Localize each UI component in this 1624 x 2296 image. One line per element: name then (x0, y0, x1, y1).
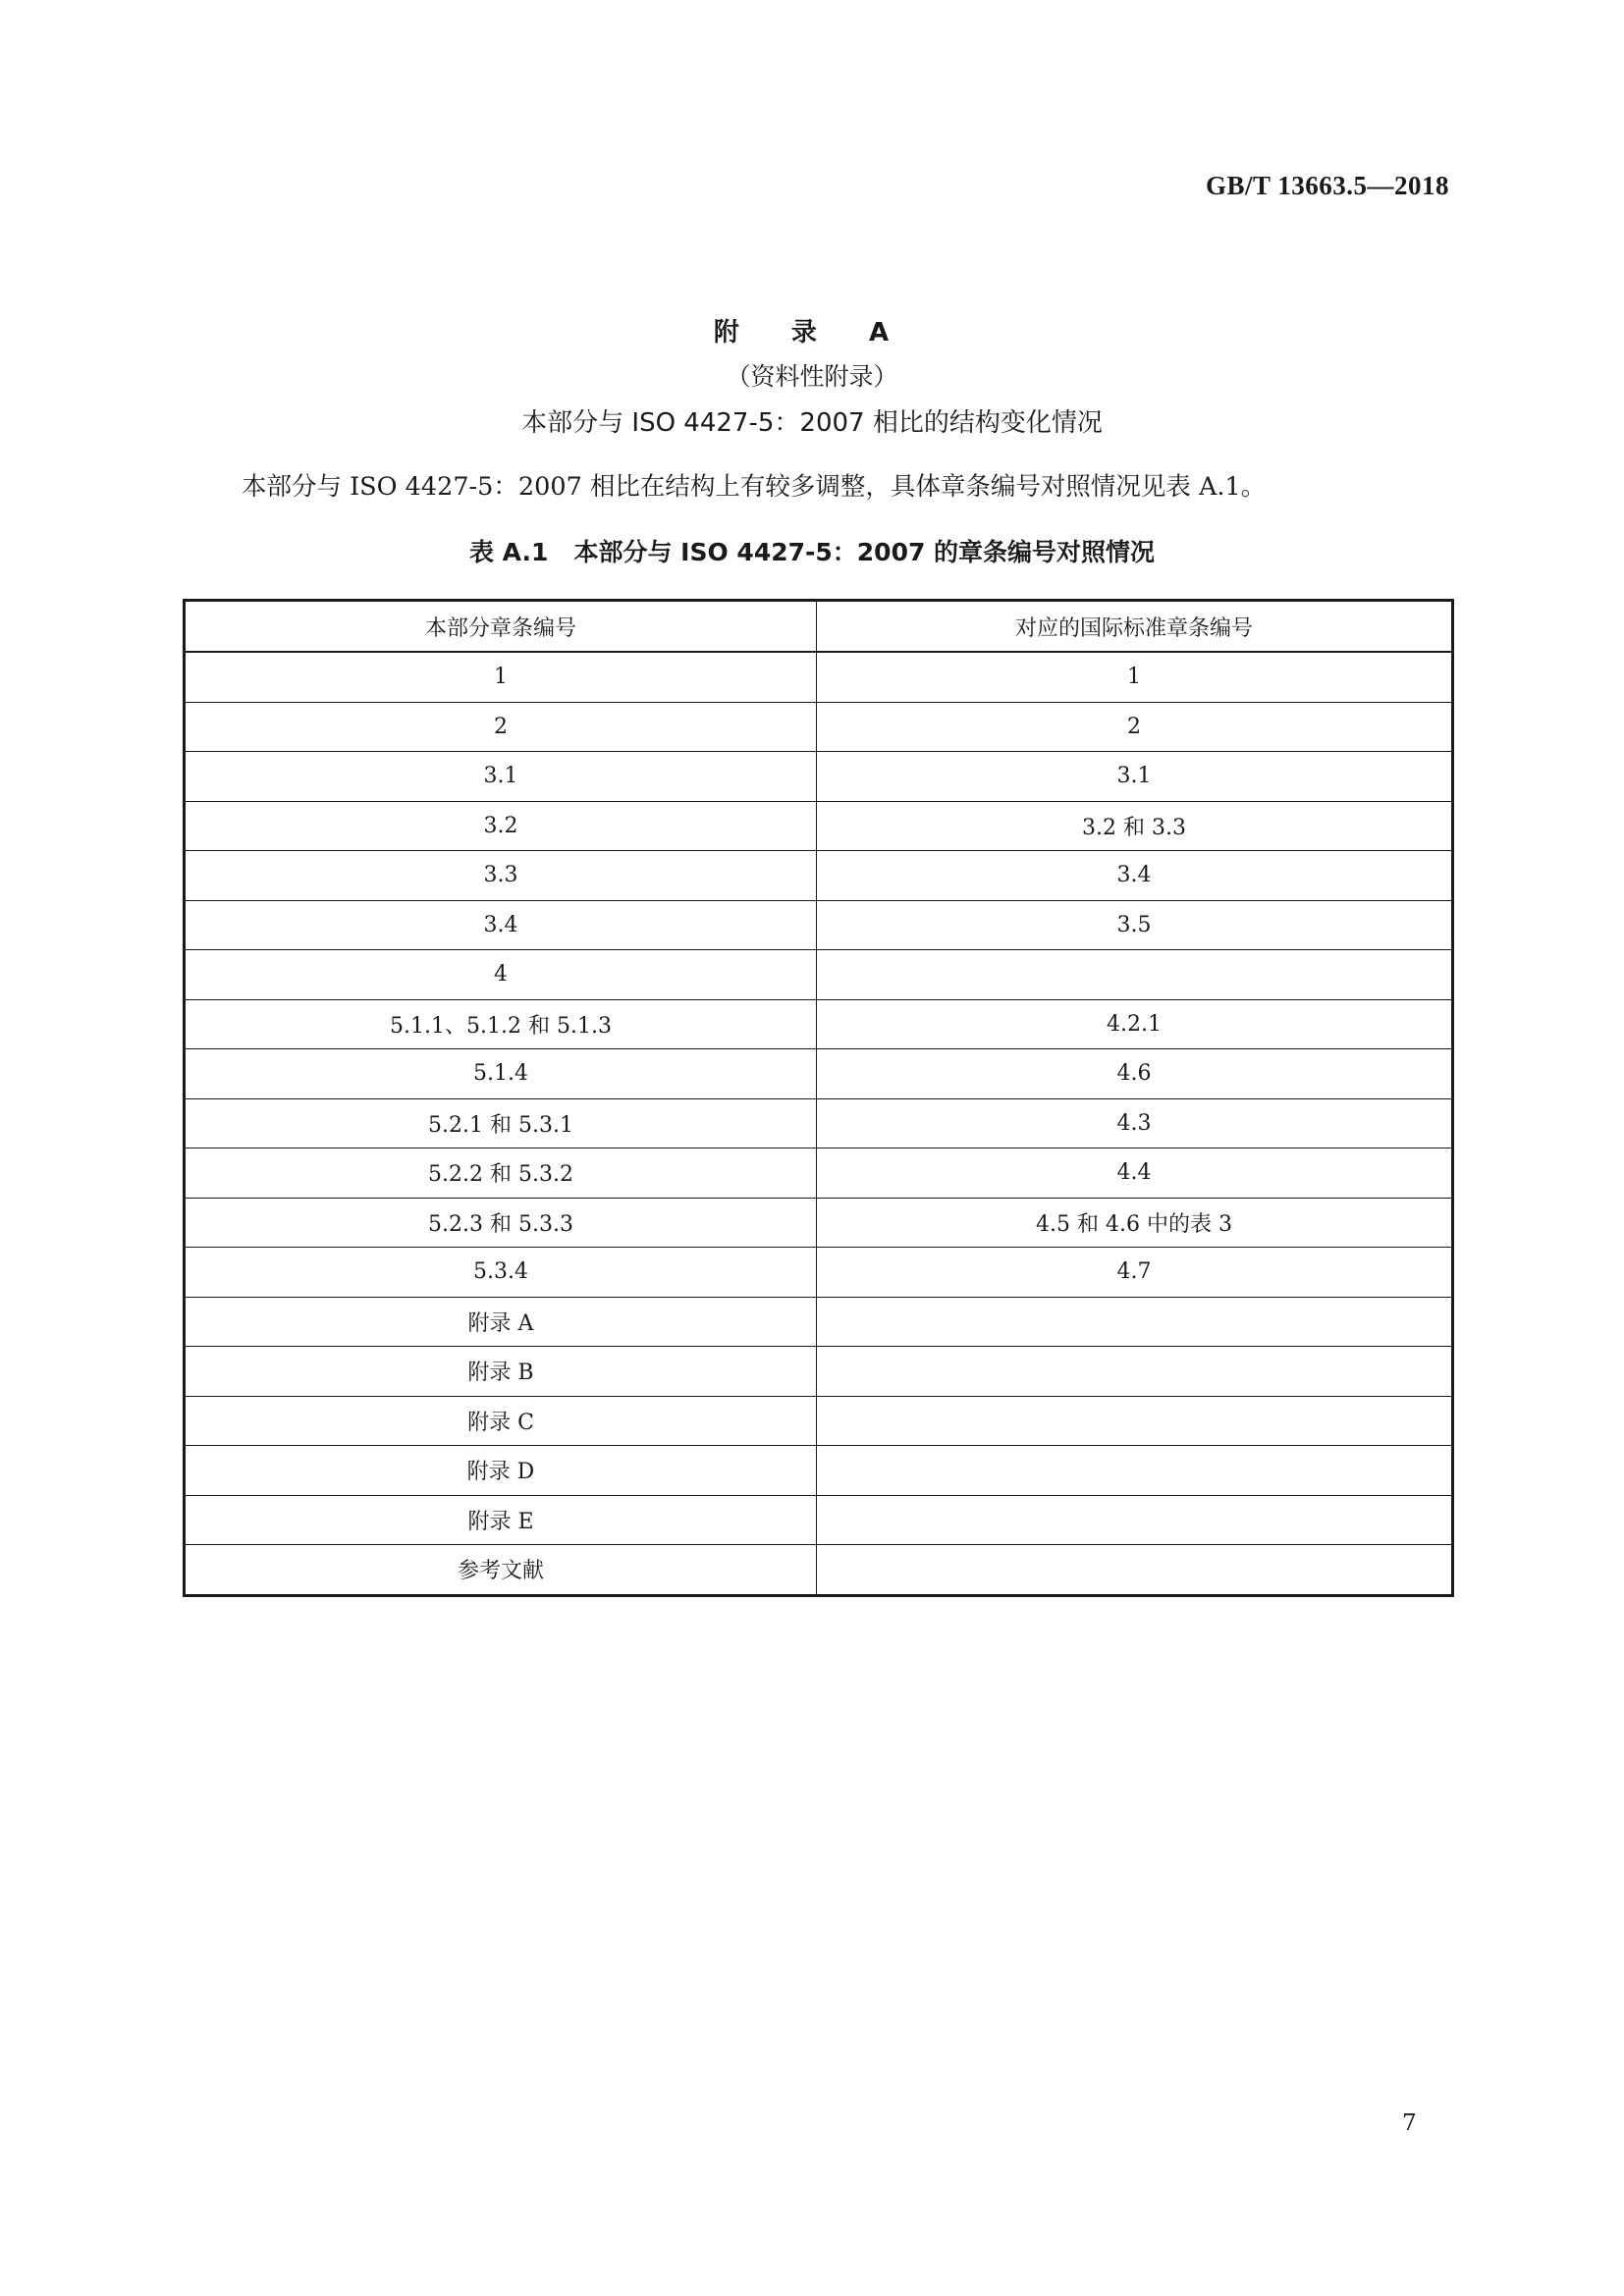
cell-this-part-clause: 附录 E (185, 1495, 817, 1545)
table-row (185, 1495, 1453, 1545)
cell-this-part-clause: 5.2.1 和 5.3.1 (185, 1098, 817, 1148)
cell-this-part-clause: 5.1.1、5.1.2 和 5.1.3 (185, 999, 817, 1049)
cell-iso-clause: 3.1 (817, 752, 1453, 802)
cell-iso-clause: 4.5 和 4.6 中的表 3 (817, 1198, 1453, 1248)
cell-iso-clause: 4.6 (817, 1049, 1453, 1099)
cell-iso-clause (817, 1495, 1453, 1545)
cell-this-part-clause: 附录 A (185, 1297, 817, 1347)
cell-this-part-clause: 5.1.4 (185, 1049, 817, 1099)
cell-iso-clause: 4.2.1 (817, 999, 1453, 1049)
appendix-title: 附 录 A (713, 318, 911, 347)
page-number: 7 (1402, 2110, 1417, 2136)
table-row (185, 1545, 1453, 1596)
appendix-type: （资料性附录） (726, 362, 898, 391)
cell-this-part-clause: 1 (185, 652, 817, 702)
table-row (185, 652, 1453, 702)
table-row (185, 801, 1453, 851)
cell-this-part-clause: 附录 B (185, 1347, 817, 1397)
column-header-iso: 对应的国际标准章条编号 (817, 601, 1453, 653)
cell-this-part-clause: 2 (185, 702, 817, 752)
cell-this-part-clause: 4 (185, 950, 817, 1000)
appendix-heading: 本部分与 ISO 4427-5：2007 相比的结构变化情况 (521, 408, 1103, 438)
cell-this-part-clause: 3.3 (185, 851, 817, 901)
cell-this-part-clause: 5.2.2 和 5.3.2 (185, 1148, 817, 1199)
cell-this-part-clause: 3.2 (185, 801, 817, 851)
cell-iso-clause: 4.3 (817, 1098, 1453, 1148)
cell-iso-clause: 4.7 (817, 1248, 1453, 1298)
column-header-this-part: 本部分章条编号 (185, 601, 817, 653)
table-row (185, 1248, 1453, 1298)
table-row (185, 1446, 1453, 1496)
cell-this-part-clause: 3.4 (185, 900, 817, 950)
clause-mapping-table (183, 599, 1454, 1597)
table-row (185, 900, 1453, 950)
cell-iso-clause: 2 (817, 702, 1453, 752)
table-row (185, 702, 1453, 752)
table-row (185, 1198, 1453, 1248)
cell-iso-clause: 1 (817, 652, 1453, 702)
cell-iso-clause: 4.4 (817, 1148, 1453, 1199)
cell-this-part-clause: 附录 D (185, 1446, 817, 1496)
cell-iso-clause: 3.4 (817, 851, 1453, 901)
table-row (185, 1347, 1453, 1397)
table-row (185, 1098, 1453, 1148)
cell-iso-clause (817, 1545, 1453, 1596)
cell-this-part-clause: 5.3.4 (185, 1248, 817, 1298)
table-row (185, 1396, 1453, 1446)
cell-iso-clause: 3.5 (817, 900, 1453, 950)
intro-paragraph: 本部分与 ISO 4427-5：2007 相比在结构上有较多调整，具体章条编号对照情况见表 A.1。 (242, 472, 1267, 502)
table-caption: 表 A.1 本部分与 ISO 4427-5：2007 的章条编号对照情况 (468, 538, 1156, 566)
table-row (185, 999, 1453, 1049)
cell-this-part-clause: 5.2.3 和 5.3.3 (185, 1198, 817, 1248)
table-row (185, 950, 1453, 1000)
table-row (185, 1049, 1453, 1099)
standard-code: GB/T 13663.5—2018 (1205, 171, 1449, 200)
cell-iso-clause (817, 1446, 1453, 1496)
cell-iso-clause: 3.2 和 3.3 (817, 801, 1453, 851)
table-row (185, 1297, 1453, 1347)
cell-iso-clause (817, 1396, 1453, 1446)
cell-this-part-clause: 附录 C (185, 1396, 817, 1446)
table-row (185, 752, 1453, 802)
cell-this-part-clause: 参考文献 (185, 1545, 817, 1596)
cell-iso-clause (817, 1347, 1453, 1397)
table-row (185, 1148, 1453, 1199)
table-row (185, 851, 1453, 901)
cell-iso-clause (817, 950, 1453, 1000)
cell-this-part-clause: 3.1 (185, 752, 817, 802)
cell-iso-clause (817, 1297, 1453, 1347)
table-header-row (185, 601, 1453, 653)
